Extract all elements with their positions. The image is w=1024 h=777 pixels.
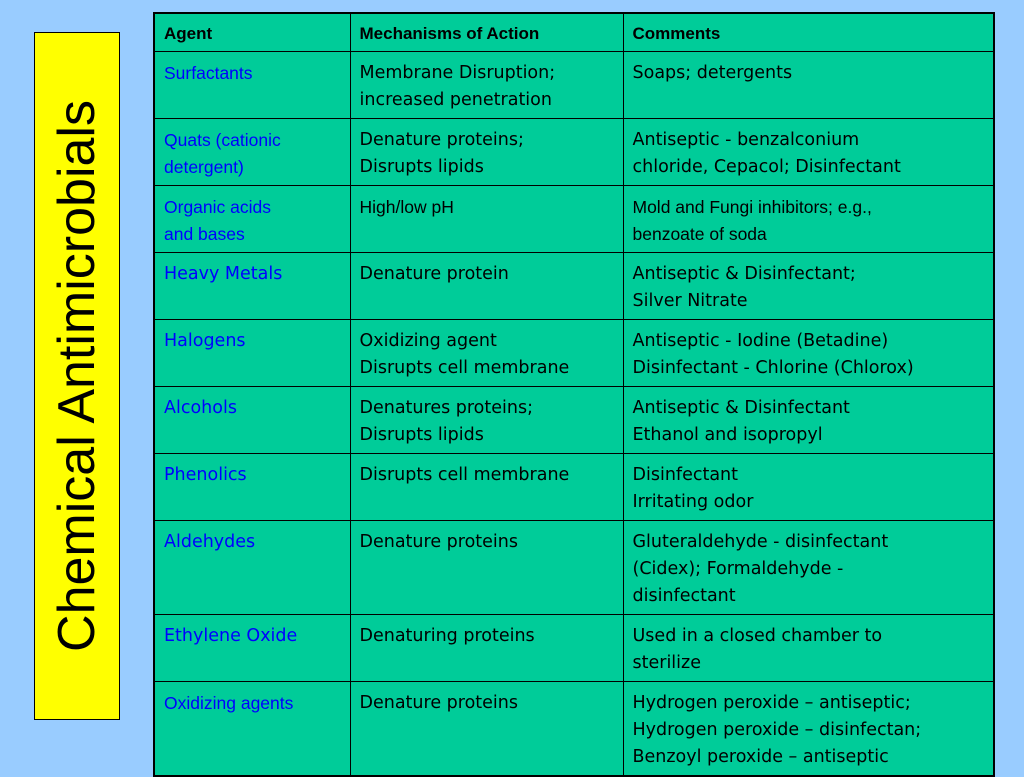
table-row xyxy=(154,682,994,777)
comments-line: disinfectant xyxy=(632,586,736,606)
mechanism-cell xyxy=(350,119,623,186)
agent-line: Phenolics xyxy=(164,465,247,485)
comments-line: Antiseptic - benzalconium xyxy=(632,130,860,150)
comments-line: Ethanol and isopropyl xyxy=(632,425,823,445)
table-row xyxy=(154,320,994,387)
agent-line: detergent) xyxy=(164,157,244,177)
comments-cell xyxy=(623,521,994,615)
comments-cell xyxy=(623,253,994,320)
agent-line: Alcohols xyxy=(164,398,237,418)
comments-line: Gluteraldehyde - disinfectant xyxy=(632,532,889,552)
comments-cell xyxy=(623,682,994,777)
mechanism-line: Disrupts cell membrane xyxy=(359,358,570,378)
table-row xyxy=(154,615,994,682)
comments-line: Hydrogen peroxide – disinfectan; xyxy=(632,720,922,740)
agent-line: Quats (cationic xyxy=(164,130,281,150)
comments-line: Benzoyl peroxide – antiseptic xyxy=(632,747,889,767)
agent-cell xyxy=(154,615,350,682)
mechanism-line: Oxidizing agent xyxy=(359,331,497,351)
mechanism-line: Disrupts lipids xyxy=(359,157,484,177)
agent-cell xyxy=(154,320,350,387)
mechanism-line: Denature proteins xyxy=(359,693,518,713)
comments-cell xyxy=(623,119,994,186)
mechanism-cell xyxy=(350,52,623,119)
agent-line: Organic acids xyxy=(164,197,271,217)
comments-line: Mold and Fungi inhibitors; e.g., xyxy=(632,197,872,217)
comments-line: benzoate of soda xyxy=(632,224,767,244)
agent-cell xyxy=(154,454,350,521)
agent-cell xyxy=(154,186,350,253)
mechanism-cell xyxy=(350,454,623,521)
comments-line: Antiseptic - Iodine (Betadine) xyxy=(632,331,889,351)
agent-line: Ethylene Oxide xyxy=(164,626,298,646)
mechanism-cell xyxy=(350,521,623,615)
comments-cell xyxy=(623,320,994,387)
mechanism-cell xyxy=(350,253,623,320)
comments-line: Irritating odor xyxy=(632,492,754,512)
agent-cell xyxy=(154,52,350,119)
comments-line: Silver Nitrate xyxy=(632,291,748,311)
comments-line: Antiseptic & Disinfectant; xyxy=(632,264,856,284)
mechanism-line: High/low pH xyxy=(359,197,454,217)
table-row xyxy=(154,119,994,186)
agent-cell xyxy=(154,253,350,320)
header-mechanism: Mechanisms of Action xyxy=(350,13,623,52)
comments-line: Hydrogen peroxide – antiseptic; xyxy=(632,693,911,713)
comments-cell xyxy=(623,186,994,253)
agent-line: Surfactants xyxy=(164,63,253,83)
mechanism-cell xyxy=(350,682,623,777)
slide-title: Chemical Antimicrobials xyxy=(48,100,106,652)
comments-cell xyxy=(623,52,994,119)
title-box xyxy=(34,32,120,720)
comments-cell xyxy=(623,454,994,521)
mechanism-line: increased penetration xyxy=(359,90,552,110)
agent-cell xyxy=(154,682,350,777)
agent-cell xyxy=(154,119,350,186)
mechanism-line: Denaturing proteins xyxy=(359,626,535,646)
mechanism-cell xyxy=(350,387,623,454)
mechanism-line: Denature proteins; xyxy=(359,130,524,150)
table-body xyxy=(154,52,994,777)
mechanism-line: Disrupts cell membrane xyxy=(359,465,570,485)
agent-cell xyxy=(154,521,350,615)
table-header-row xyxy=(154,13,994,52)
comments-line: Used in a closed chamber to xyxy=(632,626,883,646)
mechanism-line: Disrupts lipids xyxy=(359,425,484,445)
table-row xyxy=(154,52,994,119)
agent-line: Halogens xyxy=(164,331,246,351)
table-row xyxy=(154,521,994,615)
header-agent: Agent xyxy=(154,13,350,52)
mechanism-cell xyxy=(350,186,623,253)
mechanism-line: Denature protein xyxy=(359,264,509,284)
header-comments: Comments xyxy=(623,13,994,52)
comments-line: Antiseptic & Disinfectant xyxy=(632,398,850,418)
mechanism-line: Membrane Disruption; xyxy=(359,63,556,83)
antimicrobials-table xyxy=(153,12,995,777)
comments-line: (Cidex); Formaldehyde - xyxy=(632,559,844,579)
comments-line: Soaps; detergents xyxy=(632,63,793,83)
comments-line: Disinfectant xyxy=(632,465,738,485)
agent-line: Aldehydes xyxy=(164,532,256,552)
comments-line: sterilize xyxy=(632,653,701,673)
table-row xyxy=(154,186,994,253)
comments-line: chloride, Cepacol; Disinfectant xyxy=(632,157,901,177)
mechanism-cell xyxy=(350,615,623,682)
comments-cell xyxy=(623,387,994,454)
agent-line: and bases xyxy=(164,224,245,244)
mechanism-cell xyxy=(350,320,623,387)
table-row xyxy=(154,253,994,320)
mechanism-line: Denature proteins xyxy=(359,532,518,552)
mechanism-line: Denatures proteins; xyxy=(359,398,533,418)
comments-cell xyxy=(623,615,994,682)
table-row xyxy=(154,454,994,521)
agent-line: Oxidizing agents xyxy=(164,693,294,713)
agent-line: Heavy Metals xyxy=(164,264,283,284)
comments-line: Disinfectant - Chlorine (Chlorox) xyxy=(632,358,914,378)
agent-cell xyxy=(154,387,350,454)
table-row xyxy=(154,387,994,454)
